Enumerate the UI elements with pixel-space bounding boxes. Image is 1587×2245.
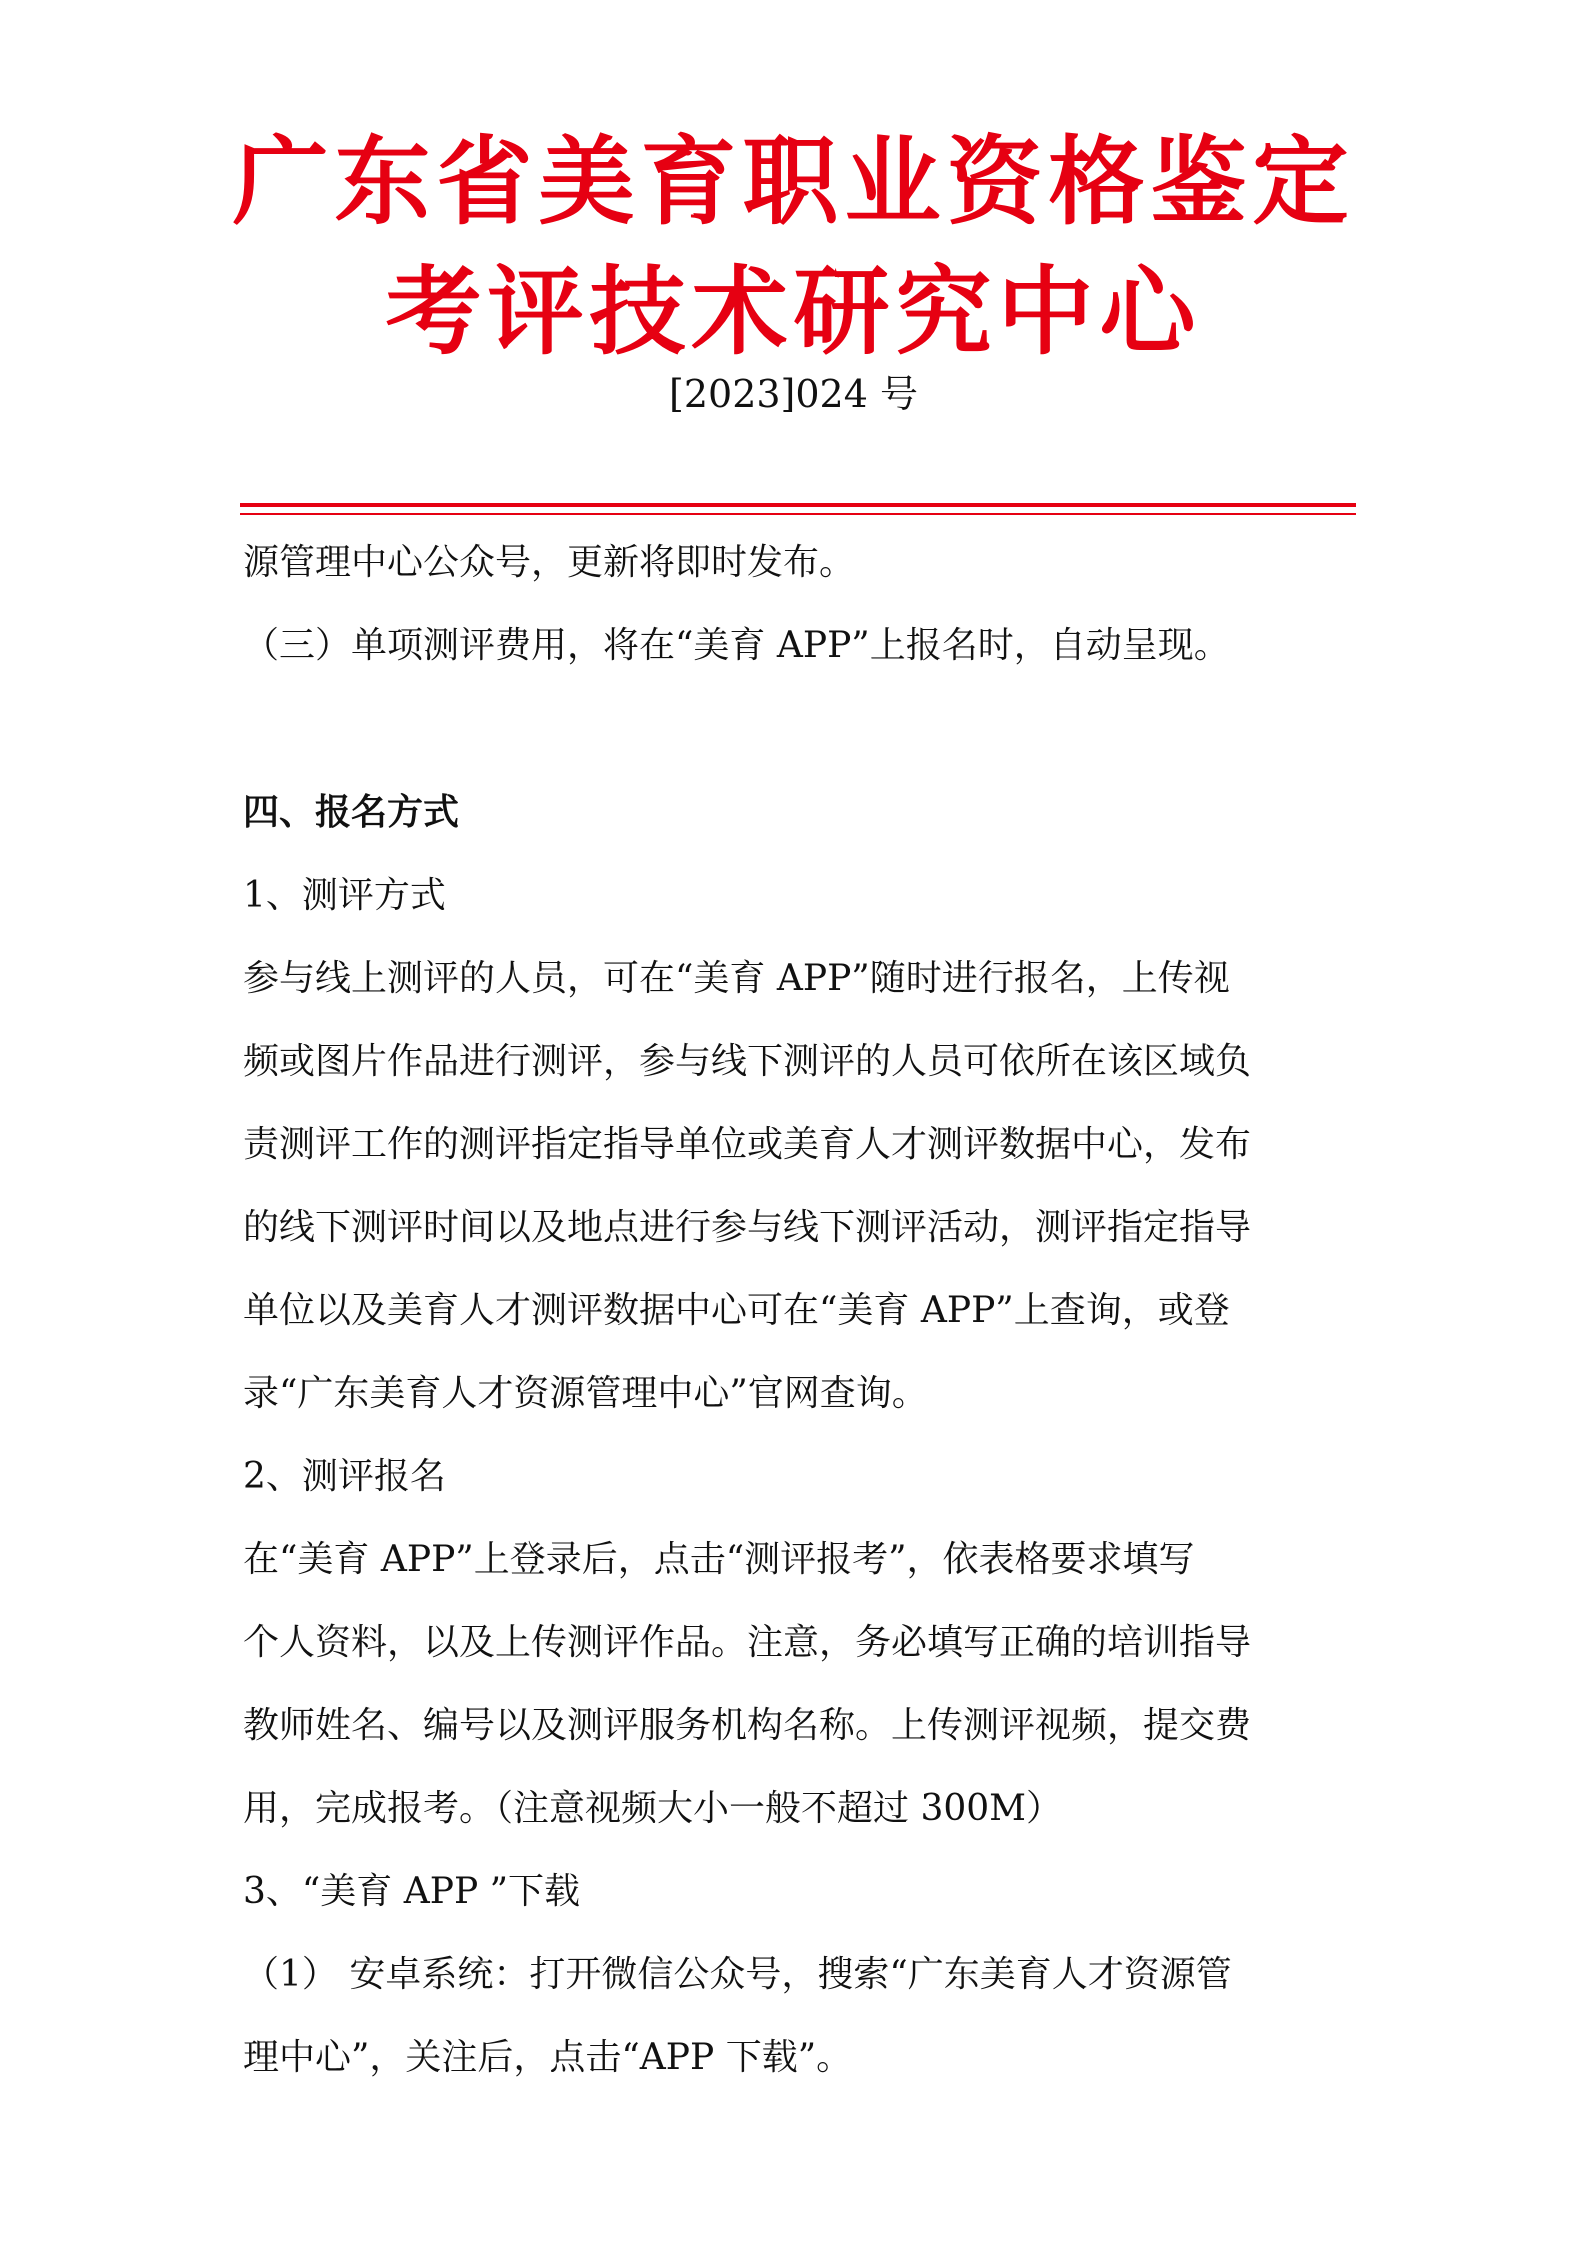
paragraph-line: 频或图片作品进行测评，参与线下测评的人员可依所在该区域负 xyxy=(243,1041,1252,1082)
paragraph-line: 在“美育 APP”上登录后，点击“测评报考”，依表格要求填写 xyxy=(243,1539,1195,1580)
paragraph-line: 录“广东美育人才资源管理中心”官网查询。 xyxy=(243,1373,928,1414)
paragraph-line: 参与线上测评的人员，可在“美育 APP”随时进行报名，上传视 xyxy=(243,958,1230,999)
paragraph-line: 理中心”，关注后，点击“APP 下载”。 xyxy=(243,2037,853,2078)
header-divider-thick xyxy=(240,503,1356,507)
subsection-heading: 2、测评报名 xyxy=(243,1456,446,1497)
paragraph-line: 单位以及美育人才测评数据中心可在“美育 APP”上查询，或登 xyxy=(243,1290,1230,1331)
paragraph-line: （1） 安卓系统：打开微信公众号，搜索“广东美育人才资源管 xyxy=(243,1954,1232,1995)
paragraph-line: 用，完成报考。（注意视频大小一般不超过 300M） xyxy=(243,1788,1063,1829)
paragraph-line: 个人资料，以及上传测评作品。注意，务必填写正确的培训指导 xyxy=(243,1622,1252,1663)
paragraph-line: 教师姓名、编号以及测评服务机构名称。上传测评视频，提交费 xyxy=(243,1705,1252,1746)
section-heading: 四、报名方式 xyxy=(243,791,460,833)
paragraph-gap xyxy=(243,687,1355,771)
paragraph-line: 责测评工作的测评指定指导单位或美育人才测评数据中心，发布 xyxy=(243,1124,1252,1165)
subsection-heading: 3、“美育 APP ”下载 xyxy=(243,1871,581,1912)
document-body xyxy=(243,521,1355,2099)
document-title-line2: 考评技术研究中心 xyxy=(385,255,1202,368)
header-divider-thin xyxy=(240,513,1356,515)
paragraph-line: 的线下测评时间以及地点进行参与线下测评活动，测评指定指导 xyxy=(243,1207,1252,1248)
paragraph-line: （三）单项测评费用，将在“美育 APP”上报名时，自动呈现。 xyxy=(243,625,1230,666)
document-title-line1: 广东省美育职业资格鉴定 xyxy=(232,125,1355,238)
subsection-heading: 1、测评方式 xyxy=(243,875,446,916)
document-number: [2023]024 号 xyxy=(669,372,918,416)
paragraph-line: 源管理中心公众号，更新将即时发布。 xyxy=(243,542,856,583)
